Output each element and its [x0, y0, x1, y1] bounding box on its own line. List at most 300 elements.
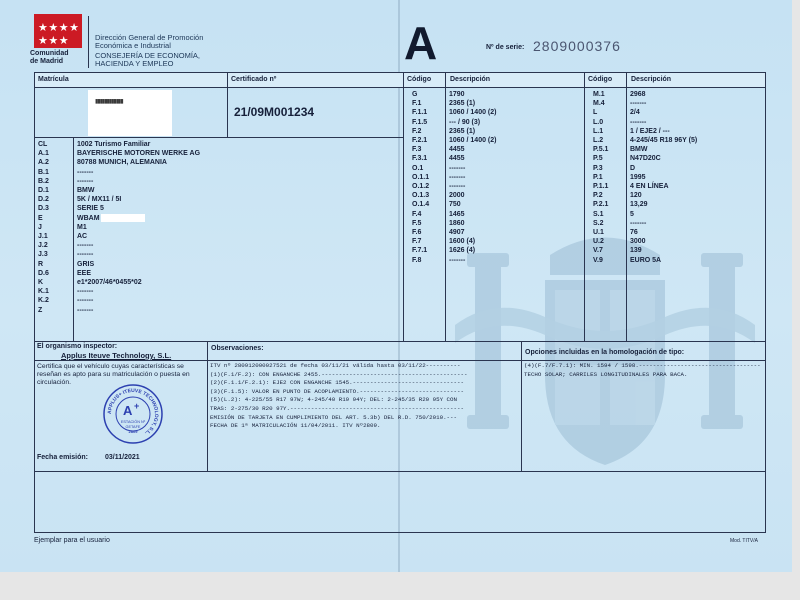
- table2-value-text: 139: [630, 247, 642, 255]
- options-label: Opciones incluidas en la homologación de tipo:: [525, 349, 685, 356]
- table1-code-11: [412, 191, 444, 200]
- vehicle-value-11: [77, 241, 401, 250]
- table1-code-text: F.1: [412, 100, 422, 108]
- options-header-rule: [522, 360, 765, 361]
- vehicle-value-text: WBAM: [77, 214, 100, 222]
- table1-value-6: [449, 145, 583, 154]
- vehicle-code-text: K.2: [38, 297, 49, 305]
- table1-value-text: 1790: [449, 91, 465, 98]
- observation-line-text: (1)(F.1/F.2): CON ENGANCHE 2455.------------------------------------------: [210, 370, 468, 378]
- table1-value-text: 1060 / 1400 (2): [449, 137, 497, 145]
- vehicle-data-divider: [73, 138, 74, 341]
- technical-table-2: [584, 72, 766, 342]
- vehicle-value-2: [77, 158, 401, 167]
- table1-code-text: F.3: [412, 146, 422, 154]
- footer-left: Ejemplar para el usuario: [34, 537, 110, 544]
- inspector-header-rule: [35, 360, 207, 361]
- table2-code-text: L.2: [593, 137, 604, 145]
- vehicle-code-text: J: [38, 223, 42, 231]
- dept-line-2: Económica e Industrial: [95, 41, 171, 50]
- table2-value-text: -------: [630, 219, 647, 227]
- table1-code-text: F.7.1: [412, 247, 428, 255]
- inspector-box: [34, 341, 208, 472]
- vehicle-code-7: [38, 204, 72, 213]
- vehicle-value-1: [77, 149, 401, 158]
- table2-code-2: [593, 108, 625, 117]
- table2-value-6: [630, 145, 764, 154]
- table2-code-text: S.2: [593, 219, 604, 227]
- vehicle-value-text: SERIE 5: [77, 205, 104, 213]
- vehicle-code-text: A.2: [38, 159, 49, 167]
- table2-value-text: D: [630, 164, 636, 172]
- matricula-value-area: [88, 90, 172, 136]
- table2-code-text: P.5.1: [593, 146, 609, 154]
- table2-code-7: [593, 154, 625, 163]
- table1-code-text: G: [412, 91, 418, 98]
- table1-code-16: [412, 237, 444, 246]
- table1-value-3: [449, 118, 583, 127]
- table2-value-16: [630, 237, 764, 246]
- option-line-1: [524, 371, 764, 380]
- table2-code-1: [593, 99, 625, 108]
- table1-value-11: [449, 191, 583, 200]
- observations-header-rule: [208, 360, 521, 361]
- table1-value-text: -------: [449, 183, 466, 191]
- table2-code-8: [593, 164, 625, 173]
- technical-table-1: [403, 72, 585, 342]
- table1-code-text: F.5: [412, 219, 422, 227]
- table1-code-18: [412, 256, 444, 265]
- vehicle-code-12: [38, 250, 72, 259]
- vehicle-code-2: [38, 158, 72, 167]
- vehicle-code-text: R: [38, 260, 44, 268]
- dept-line-1: Dirección General de Promoción: [95, 33, 204, 42]
- table1-code-1: [412, 99, 444, 108]
- table2-value-text: 2/4: [630, 109, 640, 117]
- table2-code-text: P.5: [593, 155, 603, 163]
- vehicle-value-7: [77, 204, 401, 213]
- table1-value-text: 2365 (1): [449, 127, 476, 135]
- table2-value-4: [630, 127, 764, 136]
- vehicle-code-text: K: [38, 279, 44, 287]
- dept-line-3: CONSEJERÍA DE ECONOMÍA,: [95, 51, 201, 60]
- table2-value-text: 120: [630, 192, 642, 200]
- table1-value-7: [449, 154, 583, 163]
- vehicle-code-0: [38, 140, 72, 149]
- table1-code-text: O.1.3: [412, 192, 430, 200]
- vehicle-code-9: [38, 223, 72, 232]
- vehicle-value-8: [77, 214, 401, 223]
- table2-code-15: [593, 228, 625, 237]
- table2-descripcion-label: Descripción: [631, 76, 672, 83]
- vehicle-value-17: [77, 296, 401, 305]
- stamp-plus: +: [134, 401, 140, 411]
- table1-value-text: 1626 (4): [449, 247, 476, 255]
- table1-value-text: 2000: [449, 192, 465, 200]
- stamp-ring-text: APPLUS+ ITEUVE TECHNOLOGY, S.L.: [106, 387, 160, 437]
- observations-box: [207, 341, 522, 472]
- vehicle-code-text: D.2: [38, 196, 49, 204]
- table2-values: [630, 90, 764, 265]
- table2-code-text: M.1: [593, 91, 605, 98]
- table1-code-text: O.1.4: [412, 201, 430, 209]
- vehicle-data-codes: [38, 140, 72, 315]
- table2-value-18: [630, 256, 764, 265]
- vehicle-value-0: [77, 140, 401, 149]
- vehicle-code-text: E: [38, 214, 43, 222]
- table2-value-text: 13,29: [630, 201, 648, 209]
- table1-value-text: 4907: [449, 229, 465, 237]
- table1-value-text: 1600 (4): [449, 238, 476, 246]
- table1-value-text: 1060 / 1400 (2): [449, 109, 497, 117]
- vehicle-code-text: A.1: [38, 150, 49, 158]
- table1-value-4: [449, 127, 583, 136]
- table2-value-text: 2968: [630, 91, 646, 98]
- table2-value-0: [630, 90, 764, 99]
- vehicle-code-13: [38, 260, 72, 269]
- lower-empty-frame: [34, 471, 766, 533]
- category-letter: A: [404, 17, 438, 69]
- observation-line-7: [210, 422, 520, 431]
- table1-code-text: F.3.1: [412, 155, 428, 163]
- options-text: [524, 362, 764, 379]
- table1-code-text: O.1: [412, 164, 424, 172]
- vehicle-code-11: [38, 241, 72, 250]
- vehicle-value-text: -------: [77, 288, 94, 296]
- options-box: [521, 341, 766, 472]
- table2-value-8: [630, 164, 764, 173]
- table2-value-13: [630, 210, 764, 219]
- vehicle-value-text: BAYERISCHE MOTOREN WERKE AG: [77, 150, 201, 158]
- vehicle-code-text: J.2: [38, 242, 48, 250]
- table1-code-15: [412, 228, 444, 237]
- vehicle-value-text: -------: [77, 177, 94, 185]
- table2-code-0: [593, 90, 625, 99]
- vehicle-code-16: [38, 287, 72, 296]
- vehicle-value-text: EEE: [77, 269, 92, 277]
- table1-value-16: [449, 237, 583, 246]
- matricula-label: Matrícula: [35, 73, 227, 88]
- observation-line-text: FECHA DE 1ª MATRICULACIÓN 11/04/2011. ITV Nº2809.: [210, 422, 381, 430]
- table2-value-text: N47D20C: [630, 155, 661, 163]
- vehicle-value-text: 5K / MX11 / 5I: [77, 196, 122, 204]
- table1-code-text: F.1.5: [412, 118, 428, 126]
- stamp-mark: A: [123, 403, 133, 418]
- table1-value-text: 4455: [449, 146, 465, 154]
- observations-text: [210, 362, 520, 431]
- inspector-label: El organismo inspector:: [37, 343, 118, 350]
- vehicle-value-3: [77, 168, 401, 177]
- table1-code-7: [412, 154, 444, 163]
- table1-code-2: [412, 108, 444, 117]
- table1-value-18: [449, 256, 583, 265]
- vehicle-value-text: 80788 MUNICH, ALEMANIA: [77, 159, 167, 167]
- table1-descripcion-label: Descripción: [450, 76, 491, 83]
- vehicle-value-18: [77, 306, 401, 315]
- vehicle-code-text: Z: [38, 306, 43, 314]
- table1-codigo-label: Código: [407, 76, 432, 83]
- table2-value-text: 1 / EJE2 / ---: [630, 127, 670, 135]
- table1-code-3: [412, 118, 444, 127]
- table1-code-14: [412, 219, 444, 228]
- observation-line-text: (2)(F.1.1/F.2.1): EJE2 CON ENGANCHE 1545.--------------------------------: [210, 379, 464, 387]
- vehicle-value-text: GRIS: [77, 260, 95, 268]
- table1-codes: [412, 90, 444, 265]
- table2-code-text: P.1.1: [593, 183, 609, 191]
- vehicle-value-15: [77, 278, 401, 287]
- vehicle-value-14: [77, 269, 401, 278]
- vehicle-value-text: AC: [77, 233, 88, 241]
- option-line-text: (4)(F.7/F.7.1): MIN. 1594 / 1598.-----------------------------------: [524, 362, 761, 369]
- vehicle-value-6: [77, 195, 401, 204]
- table1-value-text: 1860: [449, 219, 465, 227]
- table1-value-text: 2365 (1): [449, 100, 476, 108]
- table1-code-17: [412, 246, 444, 255]
- vehicle-code-6: [38, 195, 72, 204]
- table2-code-text: L.0: [593, 118, 604, 126]
- fecha-label: Fecha emisión:: [37, 454, 88, 461]
- vehicle-code-text: K.1: [38, 288, 49, 296]
- vehicle-value-text: M1: [77, 223, 87, 231]
- table1-value-2: [449, 108, 583, 117]
- table1-value-text: -------: [449, 164, 466, 172]
- table2-value-10: [630, 182, 764, 191]
- table2-value-text: EURO 5A: [630, 256, 662, 264]
- table1-value-text: --- / 90 (3): [449, 118, 481, 126]
- observation-line-3: [210, 388, 520, 397]
- vehicle-code-15: [38, 278, 72, 287]
- inspector-certification-text: Certifica que el vehículo cuyas características se reseñan es apto para su matriculación o puesta en circulación.: [37, 363, 190, 386]
- table2-codes: [593, 90, 625, 265]
- table2-code-text: P.3: [593, 164, 603, 172]
- vehicle-value-5: [77, 186, 401, 195]
- table2-value-11: [630, 191, 764, 200]
- region-label: Comunidad de Madrid: [30, 50, 69, 65]
- observation-line-text: (5)(L.2): 4-225/55 R17 97W; 4-245/40 R19 94Y; DEL: 2-245/35 R20 95Y CON: [210, 396, 457, 404]
- stamp-city: GETAFE: [125, 425, 141, 429]
- certificado-label: Certificado nº: [228, 73, 403, 88]
- observation-line-text: TRAS: 2-275/30 R20 97Y.--------------------------------------------------: [210, 404, 464, 412]
- table2-code-text: P.2.1: [593, 201, 609, 209]
- table2-value-text: 3000: [630, 238, 646, 246]
- vehicle-code-1: [38, 149, 72, 158]
- logo-stars: ★★★★ ★★★: [38, 22, 80, 47]
- vehicle-value-text: -------: [77, 168, 94, 176]
- table2-code-9: [593, 173, 625, 182]
- table1-value-1: [449, 99, 583, 108]
- table1-value-15: [449, 228, 583, 237]
- table1-value-12: [449, 200, 583, 209]
- table1-code-text: O.1.2: [412, 183, 430, 191]
- table2-value-14: [630, 219, 764, 228]
- table1-code-text: F.8: [412, 256, 422, 264]
- vehicle-code-text: J.1: [38, 233, 48, 241]
- table1-code-5: [412, 136, 444, 145]
- table2-code-text: P.1: [593, 173, 603, 181]
- observation-line-5: [210, 405, 520, 414]
- table1-code-0: [412, 90, 444, 99]
- table1-value-13: [449, 210, 583, 219]
- table1-value-10: [449, 182, 583, 191]
- table2-value-7: [630, 154, 764, 163]
- observation-line-2: [210, 379, 520, 388]
- table2-code-text: S.1: [593, 210, 604, 218]
- observation-line-0: [210, 362, 520, 371]
- table1-code-text: F.7: [412, 238, 422, 246]
- vehicle-value-9: [77, 223, 401, 232]
- table1-value-14: [449, 219, 583, 228]
- vehicle-value-text: -------: [77, 306, 94, 314]
- certificado-value: 21/09M001234: [234, 105, 315, 119]
- fecha-value: 03/11/2021: [105, 454, 140, 461]
- table2-code-text: L.1: [593, 127, 604, 135]
- vin-redaction: [101, 214, 145, 222]
- vehicle-value-text: -------: [77, 297, 94, 305]
- table2-code-17: [593, 246, 625, 255]
- table1-value-text: -------: [449, 256, 466, 264]
- table1-code-12: [412, 200, 444, 209]
- stamp-station: ESTACIÓN Nº: [120, 420, 146, 424]
- table2-value-text: 1995: [630, 173, 646, 181]
- table1-value-9: [449, 173, 583, 182]
- vehicle-code-18: [38, 306, 72, 315]
- inspector-name: Applus Iteuve Technology, S.L.: [61, 351, 172, 360]
- matricula-box: [34, 72, 228, 138]
- table2-value-9: [630, 173, 764, 182]
- table1-value-17: [449, 246, 583, 255]
- vehicle-value-4: [77, 177, 401, 186]
- observation-line-text: EMISIÓN DE TARJETA EN CUMPLIMIENTO DEL ART. 5.3b) DEL R.D. 750/2010.---: [210, 413, 457, 421]
- table1-value-5: [449, 136, 583, 145]
- table2-value-3: [630, 118, 764, 127]
- vehicle-code-text: J.3: [38, 251, 48, 259]
- table2-header: [585, 73, 765, 88]
- table2-code-6: [593, 145, 625, 154]
- table2-code-10: [593, 182, 625, 191]
- table2-code-text: P.2: [593, 192, 603, 200]
- table2-code-text: V.9: [593, 256, 603, 264]
- option-line-0: [524, 362, 764, 371]
- table1-value-0: [449, 90, 583, 99]
- table2-code-4: [593, 127, 625, 136]
- vehicle-value-text: e1*2007/46*0455*02: [77, 279, 142, 287]
- table2-value-12: [630, 200, 764, 209]
- table2-value-1: [630, 99, 764, 108]
- table2-value-text: 5: [630, 210, 634, 218]
- table2-code-3: [593, 118, 625, 127]
- vehicle-value-10: [77, 232, 401, 241]
- vehicle-code-text: D.1: [38, 187, 49, 195]
- table1-header: [404, 73, 584, 88]
- vehicle-value-12: [77, 250, 401, 259]
- table1-code-text: O.1.1: [412, 173, 430, 181]
- table1-value-text: -------: [449, 173, 466, 181]
- vehicle-value-13: [77, 260, 401, 269]
- vehicle-code-17: [38, 296, 72, 305]
- vehicle-value-16: [77, 287, 401, 296]
- vehicle-value-text: -------: [77, 251, 94, 259]
- vehicle-code-10: [38, 232, 72, 241]
- table2-value-5: [630, 136, 764, 145]
- observation-line-4: [210, 396, 520, 405]
- observations-label: Observaciones:: [211, 345, 264, 352]
- table1-code-4: [412, 127, 444, 136]
- table1-code-text: F.1.1: [412, 109, 428, 117]
- vehicle-code-text: D.3: [38, 205, 49, 213]
- vehicle-code-text: D.6: [38, 269, 49, 277]
- table1-code-8: [412, 164, 444, 173]
- inspection-station-stamp: [101, 382, 165, 446]
- table2-code-text: U.1: [593, 229, 604, 237]
- vehicle-value-text: BMW: [77, 187, 95, 195]
- vehicle-code-4: [38, 177, 72, 186]
- table1-code-text: F.4: [412, 210, 422, 218]
- vehicle-code-text: CL: [38, 141, 48, 148]
- table1-code-9: [412, 173, 444, 182]
- table2-value-text: BMW: [630, 146, 648, 154]
- table2-code-text: U.2: [593, 238, 604, 246]
- option-line-text: TECHO SOLAR; CARRILES LONGITUDINALES PARA BACA.: [524, 370, 688, 378]
- dept-line-4: HACIENDA Y EMPLEO: [95, 59, 174, 68]
- certificado-box: [227, 72, 404, 138]
- table2-code-18: [593, 256, 625, 265]
- table2-code-text: V.7: [593, 247, 603, 255]
- table2-code-16: [593, 237, 625, 246]
- table1-value-text: 1465: [449, 210, 465, 218]
- vehicle-code-3: [38, 168, 72, 177]
- stamp-code: 2809: [128, 429, 138, 434]
- table2-value-text: 76: [630, 229, 638, 237]
- vehicle-code-text: B.2: [38, 177, 49, 185]
- table2-codigo-label: Código: [588, 76, 613, 83]
- table2-code-14: [593, 219, 625, 228]
- table2-code-text: L: [593, 109, 598, 117]
- table1-value-text: 4455: [449, 155, 465, 163]
- table2-code-5: [593, 136, 625, 145]
- table2-value-text: 4-245/45 R18 96Y (5): [630, 137, 698, 145]
- vehicle-value-text: 1002 Turismo Familiar: [77, 141, 151, 148]
- vehicle-code-5: [38, 186, 72, 195]
- table2-value-text: -------: [630, 118, 647, 126]
- table1-values: [449, 90, 583, 265]
- footer-right: Mod. TITV/A: [730, 538, 758, 544]
- table1-code-10: [412, 182, 444, 191]
- observation-line-1: [210, 371, 520, 380]
- table1-code-text: F.2: [412, 127, 422, 135]
- table1-code-text: F.2.1: [412, 137, 428, 145]
- table2-code-text: M.4: [593, 100, 605, 108]
- table2-value-17: [630, 246, 764, 255]
- vehicle-code-14: [38, 269, 72, 278]
- table2-value-text: 4 EN LÍNEA: [630, 183, 669, 191]
- vehicle-value-text: -------: [77, 242, 94, 250]
- table1-code-6: [412, 145, 444, 154]
- table2-value-15: [630, 228, 764, 237]
- serial-label: Nº de serie:: [486, 44, 525, 51]
- table2-value-text: -------: [630, 100, 647, 108]
- vehicle-data-values: [77, 140, 401, 315]
- vehicle-data-box: [34, 137, 404, 342]
- observation-line-text: (3)(F.1.5): VALOR EN PUNTO DE ACOPLAMIENTO.------------------------------: [210, 387, 464, 395]
- table2-code-11: [593, 191, 625, 200]
- table1-value-8: [449, 164, 583, 173]
- table1-value-text: 750: [449, 201, 461, 209]
- observation-line-6: [210, 414, 520, 423]
- table2-divider: [626, 73, 627, 341]
- logo-divider: [88, 16, 89, 68]
- table2-value-2: [630, 108, 764, 117]
- table2-code-13: [593, 210, 625, 219]
